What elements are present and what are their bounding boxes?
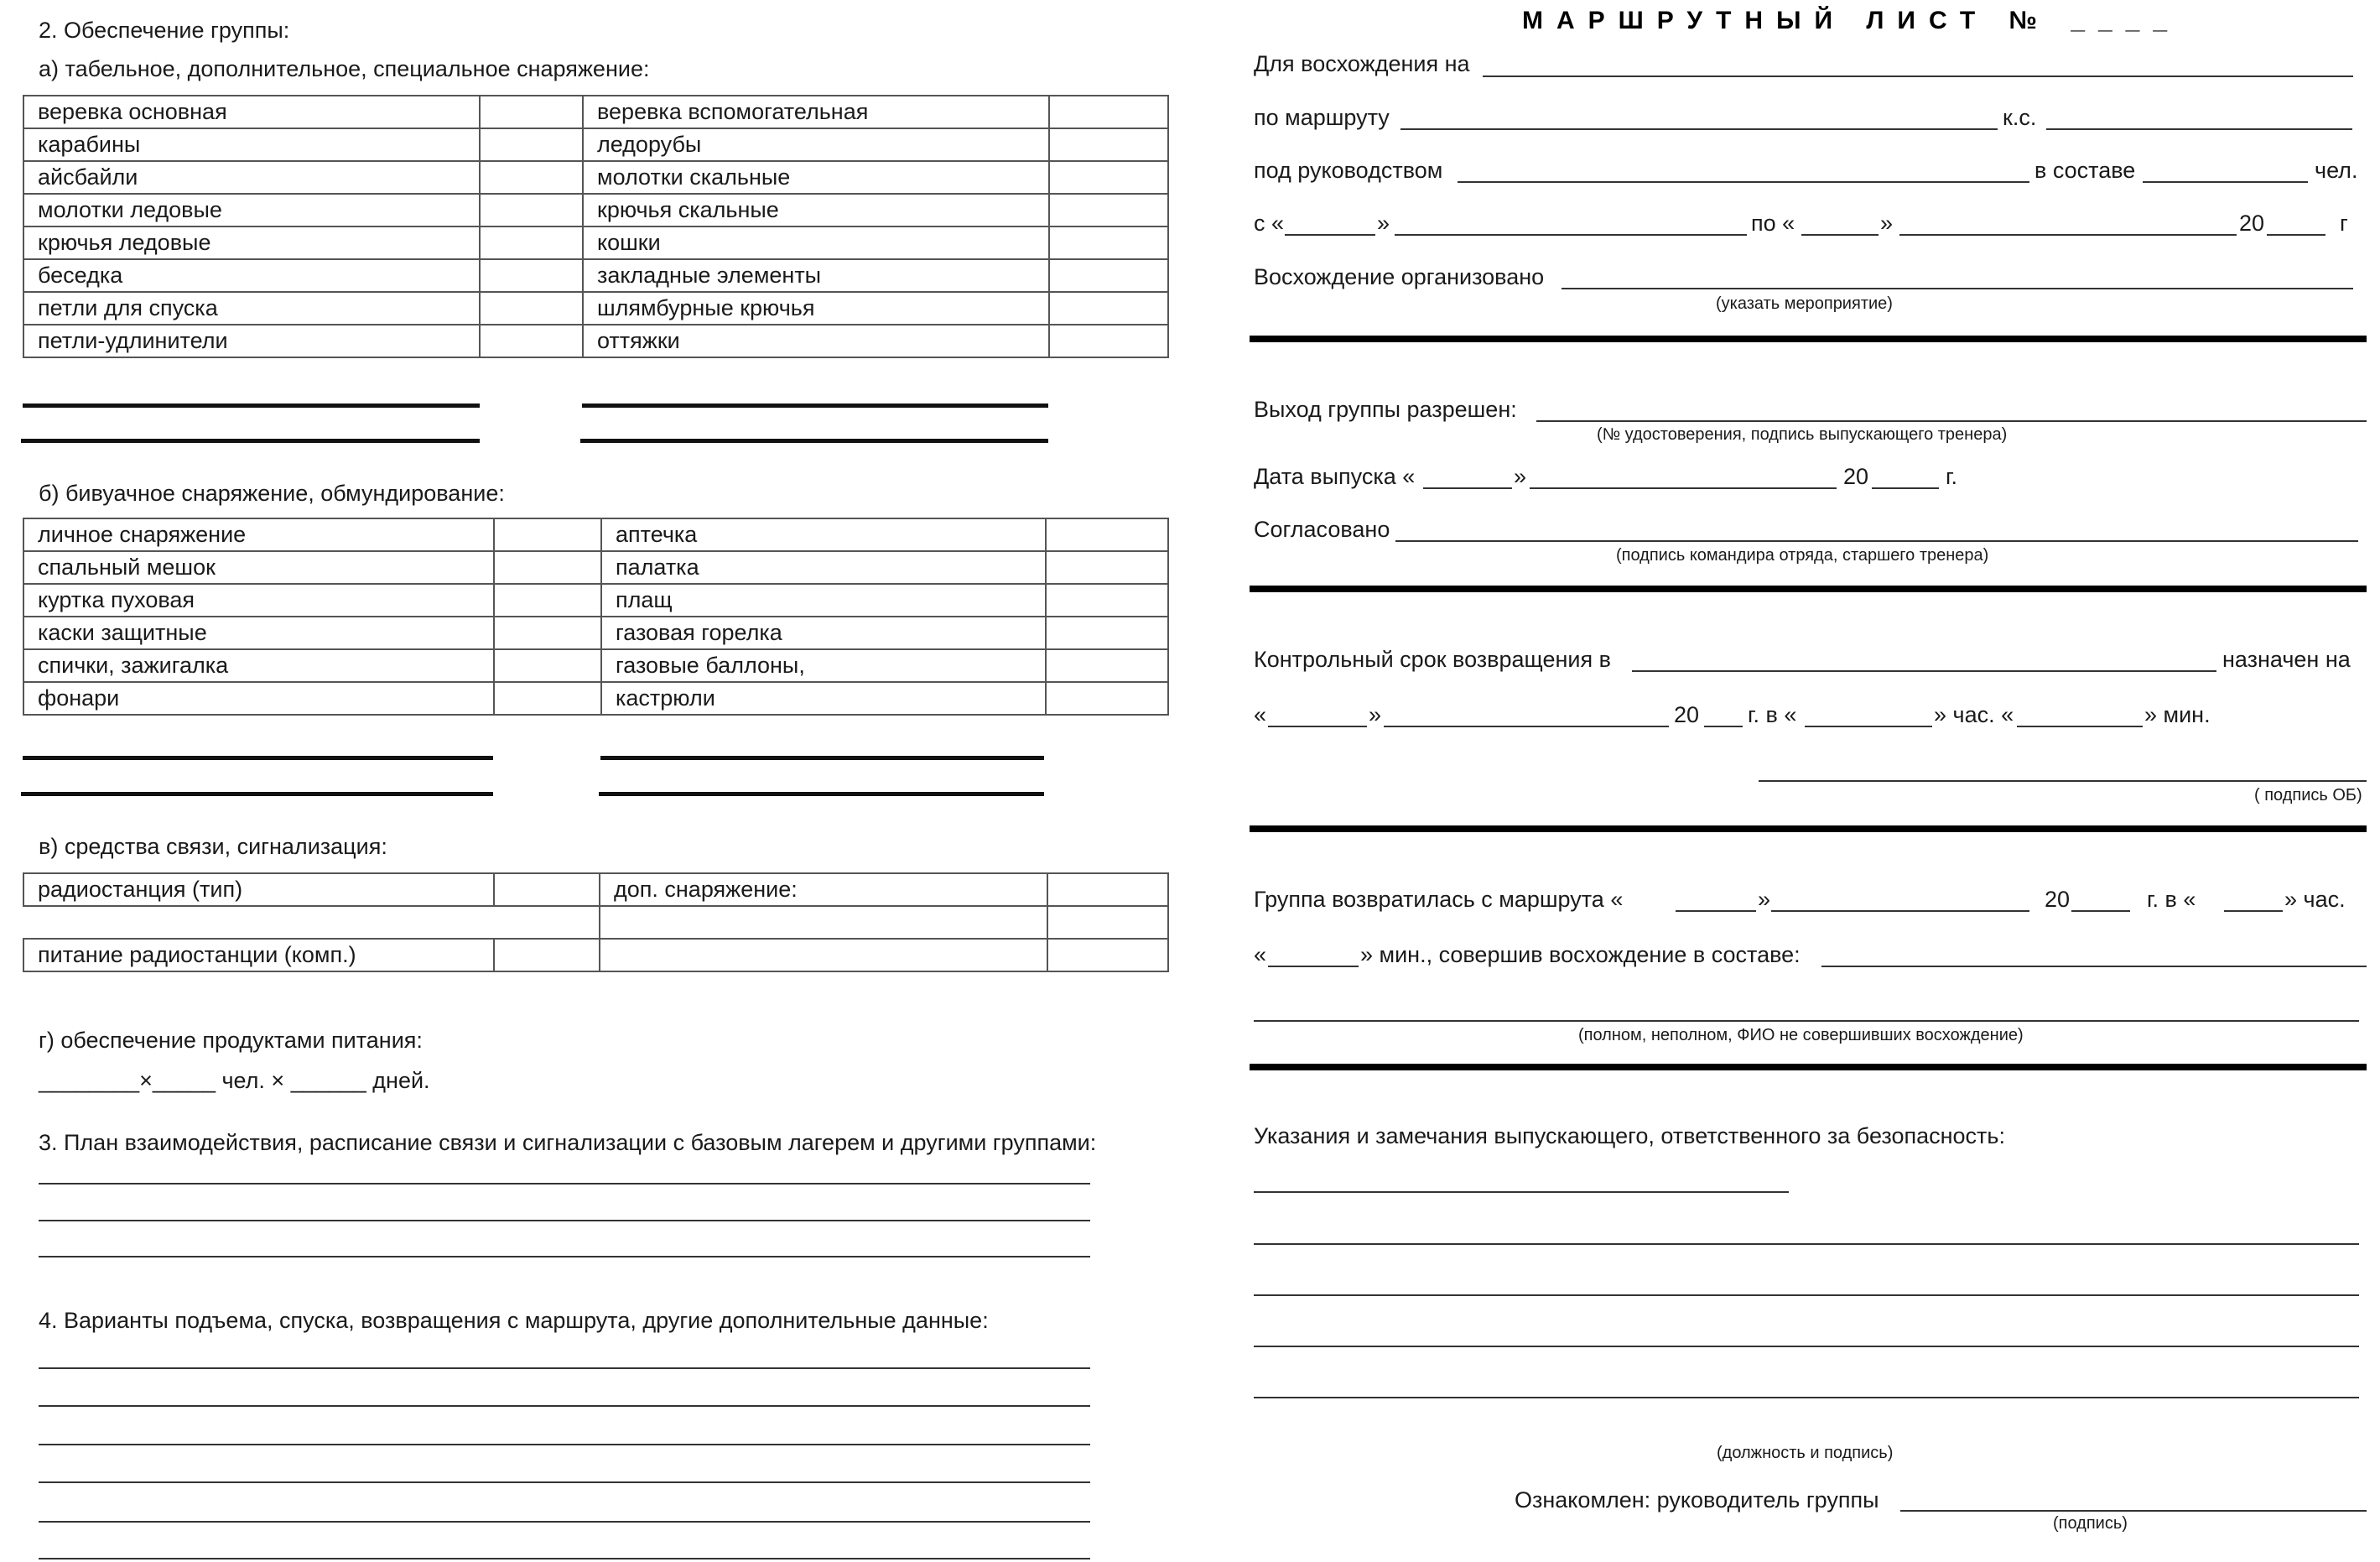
remarks-heading: Указания и замечания выпускающего, ответственного за безопасность: (1254, 1123, 2005, 1148)
remarks-line-1[interactable] (1254, 1191, 1789, 1193)
sub-a-item-label: айсбайли (23, 161, 480, 194)
section3-line-2[interactable] (39, 1220, 1090, 1221)
sub-b-qty-cell[interactable] (494, 682, 601, 715)
event-hint: (указать мероприятие) (1716, 294, 1893, 313)
extra-line-b1-right[interactable] (600, 756, 1044, 760)
control-day-close: » (1369, 702, 1382, 727)
sub-v-item-label: доп. снаряжение: (600, 873, 1047, 906)
sub-a-item-label: беседка (23, 259, 480, 292)
date-year-suffix: г (2340, 211, 2348, 236)
sub-b-item-label: фонари (23, 682, 494, 715)
sub-v-row (23, 906, 1168, 939)
sub-b-qty-cell[interactable] (1046, 551, 1168, 584)
extra-line-b2-right[interactable] (599, 792, 1044, 796)
sub-a-row (23, 292, 1168, 325)
control-hours-label: » час. « (1934, 702, 2014, 727)
sub-b-row (23, 551, 1168, 584)
returned-hours-field[interactable] (2224, 910, 2283, 912)
communication-table (23, 872, 1169, 972)
sub-a-qty-cell[interactable] (1049, 128, 1168, 161)
release-year-suffix: г. (1946, 464, 1958, 489)
acquainted-label: Ознакомлен: руководитель группы (1515, 1487, 1879, 1513)
route-label: по маршруту (1254, 105, 1390, 130)
sub-a-item-label: петли для спуска (23, 292, 480, 325)
release-year-field[interactable] (1872, 487, 1939, 489)
sub-a-item-label: петли-удлинители (23, 325, 480, 357)
sub-a-item-label: молотки ледовые (23, 194, 480, 226)
exit-field[interactable] (1536, 420, 2367, 422)
section4-line-3[interactable] (39, 1444, 1090, 1445)
agreed-field[interactable] (1395, 540, 2358, 542)
sub-a-row (23, 128, 1168, 161)
date-from-close: » (1377, 211, 1390, 236)
leader-label: под руководством (1254, 158, 1443, 183)
section4-heading: 4. Варианты подъема, спуска, возвращения с маршрута, другие дополнительные данные: (39, 1308, 989, 1333)
sub-a-qty-cell[interactable] (1049, 161, 1168, 194)
route-field[interactable] (1400, 128, 1998, 130)
remarks-line-4[interactable] (1254, 1346, 2359, 1347)
extra-line-b2-left[interactable] (21, 792, 493, 796)
release-day-field[interactable] (1423, 487, 1512, 489)
sub-a-qty-cell[interactable] (480, 226, 583, 259)
returned2-open: « (1254, 942, 1267, 967)
returned-close: » (1758, 887, 1771, 912)
sub-a-qty-cell[interactable] (1049, 292, 1168, 325)
control-gv-label: г. в « (1748, 702, 1797, 727)
sub-a-qty-cell[interactable] (1049, 226, 1168, 259)
sub-a-qty-cell[interactable] (480, 259, 583, 292)
section3-line-1[interactable] (39, 1183, 1090, 1185)
date-year-prefix: 20 (2239, 211, 2265, 236)
sub-b-item-label: каски защитные (23, 617, 494, 649)
section2-heading: 2. Обеспечение группы: (39, 18, 290, 43)
returned-min-field[interactable] (1268, 966, 1359, 967)
food-heading: г) обеспечение продуктами питания: (39, 1028, 423, 1053)
sub-a-item-label: крючья ледовые (23, 226, 480, 259)
position-signature-hint: (должность и подпись) (1717, 1444, 1894, 1462)
sub-b-row (23, 682, 1168, 715)
ascent-label: Для восхождения на (1254, 51, 1470, 76)
sub-v-cell[interactable] (600, 906, 1047, 939)
ob-signature-hint: ( подпись ОБ) (2254, 786, 2362, 804)
sub-v-empty-cell (23, 906, 600, 939)
date-to-label: по « (1751, 211, 1795, 236)
sub-a-qty-cell[interactable] (480, 325, 583, 357)
extra-line-a2-left[interactable] (21, 439, 480, 443)
returned-gv-label: г. в « (2147, 887, 2196, 912)
divider-2 (1250, 586, 2367, 592)
equipment-v-heading: в) средства связи, сигнализация: (39, 834, 387, 859)
date-to-close: » (1880, 211, 1894, 236)
sub-a-row (23, 226, 1168, 259)
sub-a-item-label: веревка основная (23, 96, 480, 128)
sub-b-item-label: палатка (601, 551, 1046, 584)
extra-line-a1-right[interactable] (582, 404, 1048, 408)
section4-line-1[interactable] (39, 1367, 1090, 1369)
date-to-month-field[interactable] (1899, 234, 2237, 236)
returned-year-field[interactable] (2071, 910, 2130, 912)
difficulty-label: к.с. (2003, 105, 2037, 130)
sub-a-item-label: кошки (583, 226, 1049, 259)
sub-b-item-label: личное снаряжение (23, 518, 494, 551)
people-unit-label: чел. (2315, 158, 2358, 183)
section4-line-6[interactable] (39, 1558, 1090, 1559)
sub-b-item-label: газовые баллоны, (601, 649, 1046, 682)
returned-year-prefix: 20 (2045, 887, 2071, 912)
food-formula[interactable]: ________×_____ чел. × ______ дней. (39, 1068, 430, 1093)
signature-hint: (подпись) (2053, 1514, 2128, 1533)
sub-b-qty-cell[interactable] (1046, 617, 1168, 649)
sub-v-qty-cell[interactable] (494, 873, 600, 906)
sub-a-row (23, 161, 1168, 194)
date-from-day-field[interactable] (1285, 234, 1375, 236)
returned-day-field[interactable] (1676, 910, 1756, 912)
sub-v-qty-cell[interactable] (494, 939, 600, 971)
control-min-field[interactable] (2017, 726, 2143, 727)
sub-b-qty-cell[interactable] (494, 551, 601, 584)
sub-a-qty-cell[interactable] (1049, 96, 1168, 128)
leader-field[interactable] (1458, 181, 2029, 183)
release-date-label: Дата выпуска « (1254, 464, 1416, 489)
sub-a-qty-cell[interactable] (480, 161, 583, 194)
sub-a-row (23, 194, 1168, 226)
sub-v-item-label: радиостанция (тип) (23, 873, 494, 906)
sub-v-qty-cell[interactable] (1047, 873, 1168, 906)
control-day-field[interactable] (1268, 726, 1367, 727)
exit-label: Выход группы разрешен: (1254, 397, 1517, 422)
sub-v-item-label (600, 939, 1047, 971)
sub-b-row (23, 584, 1168, 617)
sub-b-qty-cell[interactable] (494, 584, 601, 617)
sub-a-item-label: шлямбурные крючья (583, 292, 1049, 325)
control-month-field[interactable] (1384, 726, 1669, 727)
control-place-field[interactable] (1632, 670, 2216, 672)
sub-a-item-label: веревка вспомогательная (583, 96, 1049, 128)
sub-a-item-label: ледорубы (583, 128, 1049, 161)
equipment-a-heading: а) табельное, дополнительное, специальное снаряжение: (39, 56, 650, 81)
extra-line-a1-left[interactable] (23, 404, 480, 408)
divider-1 (1250, 336, 2367, 342)
composition-label: в составе (2034, 158, 2136, 183)
sub-a-item-label: карабины (23, 128, 480, 161)
composition-field[interactable] (2143, 181, 2308, 183)
date-to-day-field[interactable] (1801, 234, 1879, 236)
extra-line-b1-left[interactable] (23, 756, 493, 760)
release-month-field[interactable] (1530, 487, 1837, 489)
sub-a-item-label: закладные элементы (583, 259, 1049, 292)
control-year-prefix: 20 (1674, 702, 1700, 727)
sub-b-item-label: кастрюли (601, 682, 1046, 715)
section3-heading: 3. План взаимодействия, расписание связи и сигнализации с базовым лагерем и другими группами: (39, 1130, 1097, 1155)
difficulty-field[interactable] (2046, 128, 2352, 130)
sub-b-item-label: плащ (601, 584, 1046, 617)
organized-field[interactable] (1562, 288, 2353, 289)
date-from-month-field[interactable] (1395, 234, 1747, 236)
sub-a-item-label: крючья скальные (583, 194, 1049, 226)
sub-v-cell[interactable] (1047, 906, 1168, 939)
remarks-line-2[interactable] (1254, 1243, 2359, 1245)
release-year-prefix: 20 (1843, 464, 1869, 489)
control-year-field[interactable] (1704, 726, 1743, 727)
sub-b-item-label: газовая горелка (601, 617, 1046, 649)
sub-a-qty-cell[interactable] (1049, 259, 1168, 292)
date-year-field[interactable] (2267, 234, 2325, 236)
sub-b-qty-cell[interactable] (1046, 584, 1168, 617)
route-sheet-title: МАРШРУТНЫЙ ЛИСТ № ____ (1522, 7, 2181, 34)
remarks-line-3[interactable] (1254, 1294, 2359, 1296)
extra-line-a2-right[interactable] (580, 439, 1048, 443)
sub-b-qty-cell[interactable] (494, 617, 601, 649)
date-from-label: с « (1254, 211, 1285, 236)
exit-hint: (№ удостоверения, подпись выпускающего тренера) (1597, 425, 2008, 444)
sub-b-qty-cell[interactable] (494, 518, 601, 551)
sub-a-qty-cell[interactable] (480, 292, 583, 325)
sub-b-qty-cell[interactable] (1046, 649, 1168, 682)
returned-month-field[interactable] (1771, 910, 2029, 912)
sub-b-qty-cell[interactable] (494, 649, 601, 682)
sub-a-qty-cell[interactable] (480, 194, 583, 226)
agreed-hint: (подпись командира отряда, старшего тренера) (1616, 546, 1989, 565)
sub-a-row (23, 259, 1168, 292)
sub-b-qty-cell[interactable] (1046, 518, 1168, 551)
divider-4 (1250, 1064, 2367, 1070)
sub-a-qty-cell[interactable] (480, 96, 583, 128)
sub-a-item-label: оттяжки (583, 325, 1049, 357)
equipment-b-heading: б) бивуачное снаряжение, обмундирование: (39, 481, 505, 506)
sub-b-item-label: куртка пуховая (23, 584, 494, 617)
divider-3 (1250, 825, 2367, 832)
sub-v-row (23, 873, 1168, 906)
sub-a-row (23, 325, 1168, 357)
sub-b-item-label: спальный мешок (23, 551, 494, 584)
remarks-line-5[interactable] (1254, 1397, 2359, 1398)
control-assigned-label: назначен на (2222, 647, 2351, 672)
sub-a-row (23, 96, 1168, 128)
ob-signature-field[interactable] (1759, 780, 2367, 782)
equipment-b-table (23, 518, 1169, 716)
acquainted-signature-field[interactable] (1900, 1510, 2367, 1512)
sub-b-row (23, 518, 1168, 551)
returned-hint: (полном, неполном, ФИО не совершивших восхождение) (1578, 1026, 2024, 1044)
sub-b-item-label: спички, зажигалка (23, 649, 494, 682)
control-min-label: » мин. (2144, 702, 2211, 727)
section4-line-5[interactable] (39, 1521, 1090, 1523)
release-date-close: » (1514, 464, 1527, 489)
sub-a-qty-cell[interactable] (480, 128, 583, 161)
section4-line-2[interactable] (39, 1405, 1090, 1407)
ascent-field[interactable] (1483, 75, 2353, 77)
control-day-open: « (1254, 702, 1267, 727)
section3-line-3[interactable] (39, 1256, 1090, 1257)
sub-b-row (23, 649, 1168, 682)
sub-a-qty-cell[interactable] (1049, 325, 1168, 357)
returned2-text: » мин., совершив восхождение в составе: (1360, 942, 1801, 967)
sub-v-qty-cell[interactable] (1047, 939, 1168, 971)
control-hours-field[interactable] (1805, 726, 1932, 727)
returned-composition-field-2[interactable] (1254, 1020, 2359, 1022)
sub-v-row (23, 939, 1168, 971)
sub-a-item-label: молотки скальные (583, 161, 1049, 194)
equipment-a-table (23, 95, 1169, 358)
sub-b-row (23, 617, 1168, 649)
returned-composition-field[interactable] (1821, 966, 2367, 967)
sub-b-qty-cell[interactable] (1046, 682, 1168, 715)
returned-label: Группа возвратилась с маршрута « (1254, 887, 1624, 912)
sub-v-item-label: питание радиостанции (комп.) (23, 939, 494, 971)
returned-hours-label: » час. (2284, 887, 2346, 912)
agreed-label: Согласовано (1254, 517, 1390, 542)
sub-a-qty-cell[interactable] (1049, 194, 1168, 226)
section4-line-4[interactable] (39, 1481, 1090, 1483)
control-label: Контрольный срок возвращения в (1254, 647, 1611, 672)
sub-b-item-label: аптечка (601, 518, 1046, 551)
organized-label: Восхождение организовано (1254, 264, 1545, 289)
